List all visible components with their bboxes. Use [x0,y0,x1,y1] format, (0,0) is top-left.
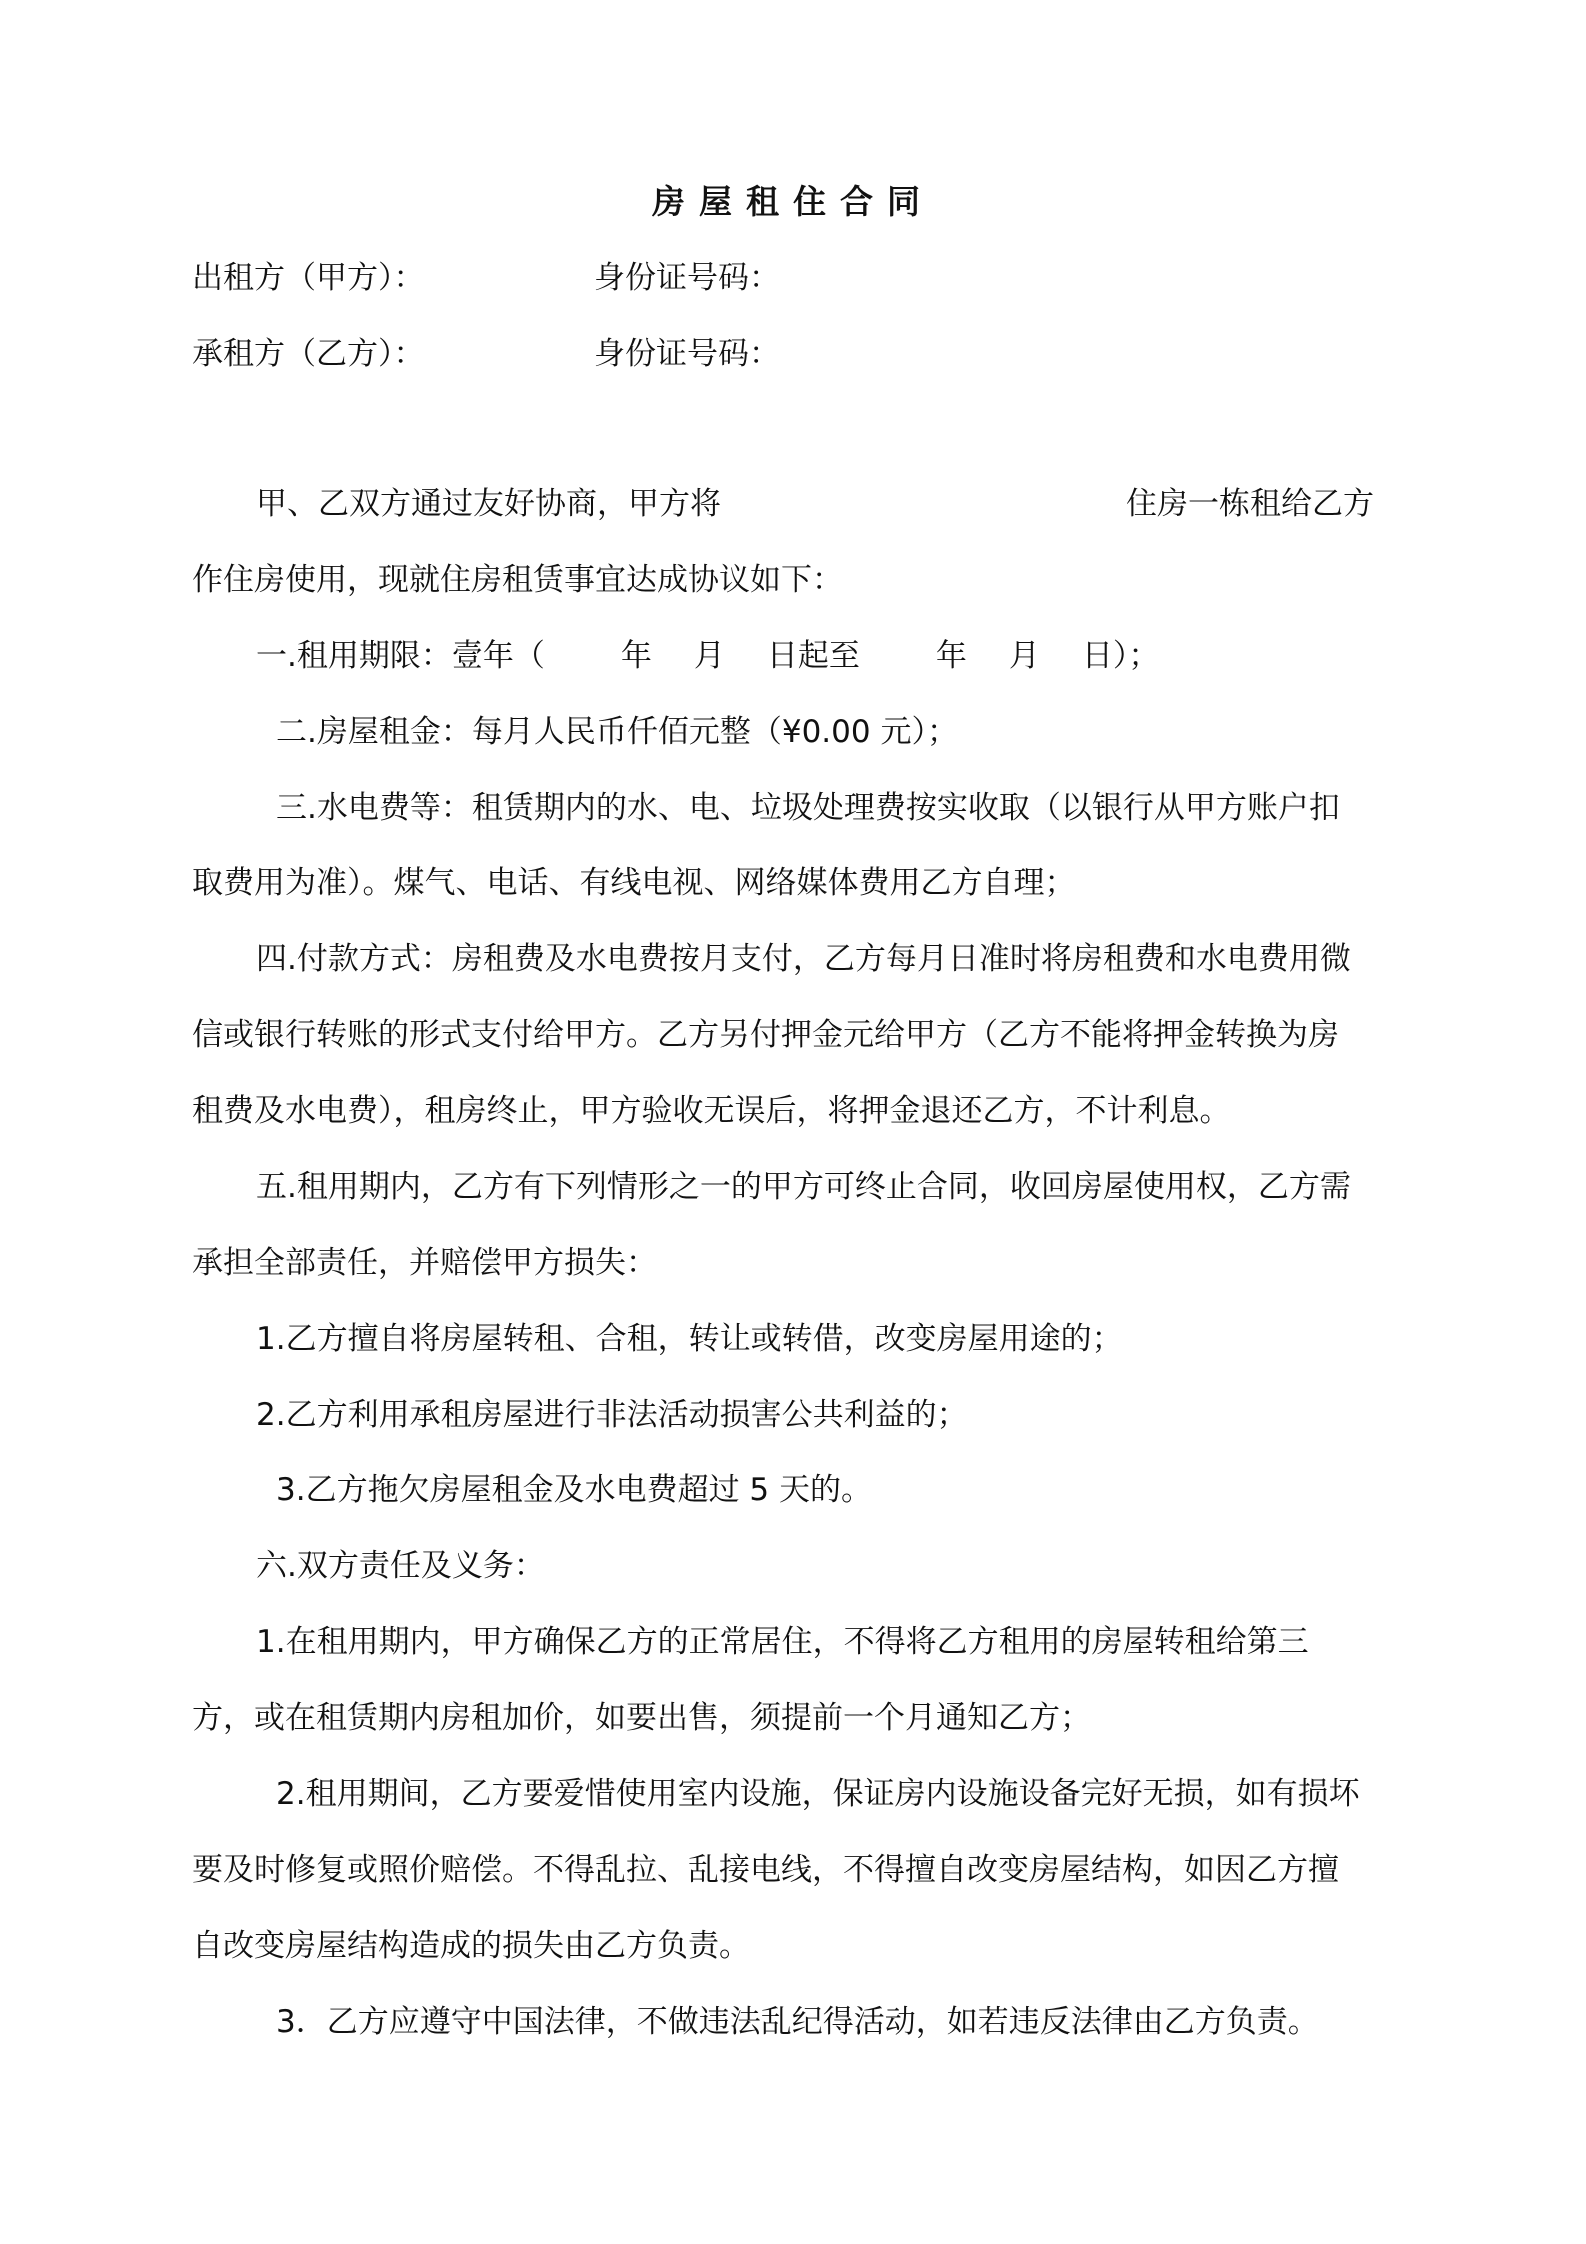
clause-1-day1: 日起至 [766,638,860,674]
intro-text-a: 甲、乙双方通过友好协商，甲方将 [256,486,721,522]
clause-6-item-1-line-1: 1.在租用期内，甲方确保乙方的正常居住，不得将乙方租用的房屋转租给第三 [256,1624,1309,1660]
lessor-label: 出租方（甲方）： [192,260,425,296]
clause-1 [256,630,1159,675]
intro-line-1b [1126,478,1374,523]
clause-6-item-2-line-2: 要及时修复或照价赔偿。不得乱拉、乱接电线，不得擅自改变房屋结构，如因乙方擅 [192,1852,1339,1888]
clause-3-line-1: 三.水电费等：租赁期内的水、电、垃圾处理费按实收取（以银行从甲方账户扣 [276,790,1340,826]
clause-6-item-3: 3．乙方应遵守中国法律，不做违法乱纪得活动，如若违反法律由乙方负责。 [276,2004,1319,2040]
contract-title: 房屋租住合同 [652,182,934,221]
clause-5-item-3: 3.乙方拖欠房屋租金及水电费超过 5 天的。 [276,1472,873,1508]
clause-5-line-2: 承担全部责任，并赔偿甲方损失： [192,1245,657,1281]
clause-4-line-2: 信或银行转账的形式支付给甲方。乙方另付押金元给甲方（乙方不能将押金转换为房 [192,1017,1339,1053]
clause-1-prefix: 一.租用期限：壹年（ [256,638,545,674]
lessee-row [192,328,780,373]
clause-1-month1: 月 [693,638,725,674]
clause-6-heading: 六.双方责任及义务： [256,1548,545,1584]
lessee-id-label: 身份证号码： [594,336,780,372]
clause-1-year1: 年 [620,638,652,674]
clause-1-year2: 年 [935,638,967,674]
clause-6-item-2-line-1: 2.租用期间，乙方要爱惜使用室内设施，保证房内设施设备完好无损，如有损坏 [276,1776,1360,1812]
clause-4-line-3: 租费及水电费），租房终止，甲方验收无误后，将押金退还乙方，不计利息。 [192,1093,1231,1129]
intro-line-1 [256,478,721,523]
clause-1-day2: 日）； [1081,638,1160,674]
intro-text-b: 住房一栋租给乙方 [1126,486,1374,522]
lessee-label: 承租方（乙方）： [192,336,425,372]
lessor-id-label: 身份证号码： [594,260,780,296]
clause-5-item-2: 2.乙方利用承租房屋进行非法活动损害公共利益的； [256,1397,968,1433]
intro-line-2: 作住房使用，现就住房租赁事宜达成协议如下： [192,562,843,598]
clause-6-item-1-line-2: 方，或在租赁期内房租加价，如要出售，须提前一个月通知乙方； [192,1700,1091,1736]
clause-4-line-1: 四.付款方式：房租费及水电费按月支付，乙方每月日准时将房租费和水电费用微 [256,941,1351,977]
clause-6-item-2-line-3: 自改变房屋结构造成的损失由乙方负责。 [192,1928,750,1964]
clause-3-line-2: 取费用为准）。煤气、电话、有线电视、网络媒体费用乙方自理； [192,865,1076,901]
clause-5-item-1: 1.乙方擅自将房屋转租、合租，转让或转借，改变房屋用途的； [256,1321,1123,1357]
clause-1-month2: 月 [1008,638,1040,674]
clause-5-line-1: 五.租用期内，乙方有下列情形之一的甲方可终止合同，收回房屋使用权，乙方需 [256,1169,1351,1205]
lessor-row [192,252,780,297]
clause-2: 二.房屋租金：每月人民币仟佰元整（¥0.00 元）； [276,714,958,750]
